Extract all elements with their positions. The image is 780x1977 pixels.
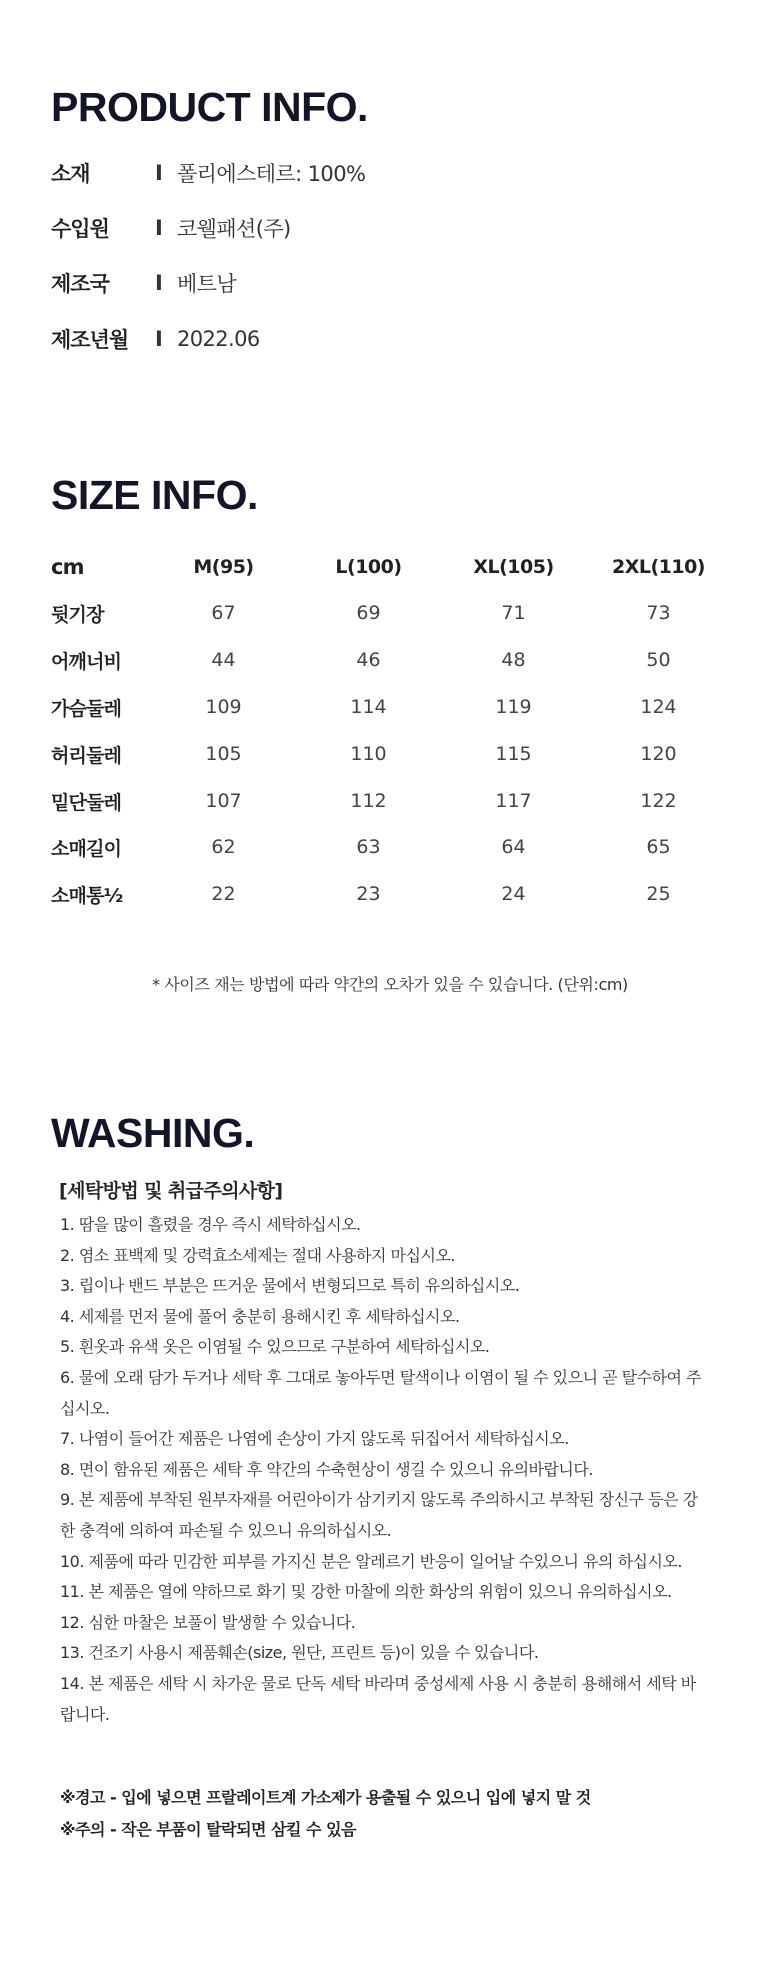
list-item: 12. 심한 마찰은 보풀이 발생할 수 있습니다. (60, 1612, 356, 1632)
size-row-label: 뒷기장 (51, 603, 104, 626)
size-note: * 사이즈 재는 방법에 따라 약간의 오차가 있을 수 있습니다. (단위:cm) (152, 975, 628, 994)
size-cell: 69 (356, 602, 381, 624)
size-table-header (51, 552, 731, 582)
size-cell: 109 (205, 696, 242, 718)
product-info-title: PRODUCT INFO. (51, 84, 368, 130)
size-cell: 67 (211, 602, 236, 624)
size-cell: 24 (501, 883, 526, 905)
size-cell: 48 (501, 649, 526, 671)
product-row-separator: I (155, 327, 163, 351)
size-cell: 115 (495, 743, 532, 765)
size-cell: 23 (356, 883, 381, 905)
size-cell: 107 (205, 790, 242, 812)
size-row-label: 가슴둘레 (51, 697, 122, 720)
size-cell: 114 (350, 696, 387, 718)
size-cell: 117 (495, 790, 532, 812)
size-column-header: L(100) (335, 556, 402, 578)
product-row-date (51, 324, 260, 354)
size-row-label: 밑단둘레 (51, 791, 122, 814)
size-row-sleeve-width (51, 879, 731, 909)
caution-text: ※주의 - 작은 부품이 탈락되면 삼킬 수 있음 (60, 1820, 356, 1839)
product-row-label: 제조국 (51, 272, 109, 296)
list-item: 14. 본 제품은 세탁 시 차가운 물로 단독 세탁 바라며 중성세제 사용 시 충분히 용해해서 세탁 바랍니다. (60, 1673, 696, 1724)
list-item: 13. 건조기 사용시 제품훼손(size, 원단, 프린트 등)이 있을 수 있습니다. (60, 1643, 539, 1663)
product-row-label: 제조년월 (51, 328, 129, 352)
size-row-label: 소매길이 (51, 837, 122, 860)
product-row-value: 코웰패션(주) (177, 217, 291, 241)
size-cell: 119 (495, 696, 532, 718)
list-item: 5. 흰옷과 유색 옷은 이염될 수 있으므로 구분하여 세탁하십시오. (60, 1337, 490, 1357)
washing-subtitle: [세탁방법 및 취급주의사항] (59, 1180, 283, 1202)
product-row-label: 수입원 (51, 217, 109, 241)
size-cell: 63 (356, 836, 381, 858)
list-item: 9. 본 제품에 부착된 원부자재를 어린아이가 삼기키지 않도록 주의하시고 부착된 장신구 등은 강한 충격에 의하여 파손될 수 있으니 유의하십시오. (60, 1490, 698, 1540)
product-row-value: 폴리에스테르: 100% (177, 162, 366, 186)
list-item: 11. 본 제품은 열에 약하므로 화기 및 강한 마찰에 의한 화상의 위험이 있으니 유의하십시오. (60, 1582, 672, 1602)
size-column-header: M(95) (193, 556, 254, 578)
size-row-label: 소매통½ (51, 884, 123, 907)
size-cell: 50 (646, 649, 671, 671)
size-row-shoulder (51, 645, 731, 675)
size-cell: 110 (350, 743, 387, 765)
size-row-waist (51, 739, 731, 769)
size-cell: 25 (646, 883, 671, 905)
size-row-back-length (51, 598, 731, 628)
size-row-label: 어깨너비 (51, 650, 122, 673)
size-cell: 73 (646, 602, 671, 624)
size-column-header: 2XL(110) (611, 556, 705, 578)
list-item: 4. 세제를 먼저 물에 풀어 충분히 용해시킨 후 세탁하십시오. (60, 1306, 460, 1326)
size-row-label: 허리둘레 (51, 744, 122, 767)
size-cell: 71 (501, 602, 526, 624)
list-item: 6. 물에 오래 담가 두거나 세탁 후 그대로 놓아두면 탈색이나 이염이 될 수 있으니 곧 탈수하여 주십시오. (60, 1367, 702, 1418)
washing-title: WASHING. (51, 1110, 255, 1156)
product-row-country (51, 268, 236, 298)
list-item: 10. 제품에 따라 민감한 피부를 가지신 분은 알레르기 반응이 일어날 수있으니 유의 하십시오. (60, 1551, 682, 1571)
size-info-title: SIZE INFO. (51, 472, 258, 518)
size-column-header: XL(105) (473, 556, 554, 578)
size-cell: 120 (640, 743, 677, 765)
list-item: 1. 땀을 많이 흘렸을 경우 즉시 세탁하십시오. (60, 1215, 361, 1234)
product-row-value: 2022.06 (177, 327, 260, 351)
product-row-separator: I (155, 161, 163, 185)
size-row-sleeve-length (51, 832, 731, 862)
washing-instructions-list (60, 1210, 710, 1730)
product-row-value: 베트남 (177, 272, 237, 296)
product-row-material (51, 158, 365, 188)
size-cell: 64 (501, 836, 526, 858)
list-item: 8. 면이 함유된 제품은 세탁 후 약간의 수축현상이 생길 수 있으니 유의바랍니다. (60, 1459, 593, 1479)
product-row-separator: I (155, 271, 163, 295)
size-cell: 22 (211, 883, 236, 905)
size-cell: 62 (211, 836, 236, 858)
size-cell: 105 (205, 743, 242, 765)
list-item: 3. 립이나 밴드 부분은 뜨거운 물에서 변형되므로 특히 유의하십시오. (60, 1276, 520, 1296)
size-cell: 124 (640, 696, 677, 718)
size-cell: 112 (350, 790, 387, 812)
size-unit-label: cm (51, 555, 84, 579)
size-cell: 46 (356, 649, 381, 671)
product-row-label: 소재 (51, 162, 90, 186)
product-row-separator: I (155, 216, 163, 240)
product-row-importer (51, 213, 291, 243)
size-cell: 122 (640, 790, 677, 812)
size-row-chest (51, 692, 731, 722)
warning-text: ※경고 - 입에 넣으면 프랄레이트계 가소제가 용출될 수 있으니 입에 넣지 말 것 (60, 1788, 591, 1807)
list-item: 7. 나염이 들어간 제품은 나염에 손상이 가지 않도록 뒤집어서 세탁하십시오. (60, 1429, 569, 1449)
size-row-hem (51, 786, 731, 816)
list-item: 2. 염소 표백제 및 강력효소세제는 절대 사용하지 마십시오. (60, 1245, 455, 1265)
size-cell: 44 (211, 649, 236, 671)
size-cell: 65 (646, 836, 671, 858)
